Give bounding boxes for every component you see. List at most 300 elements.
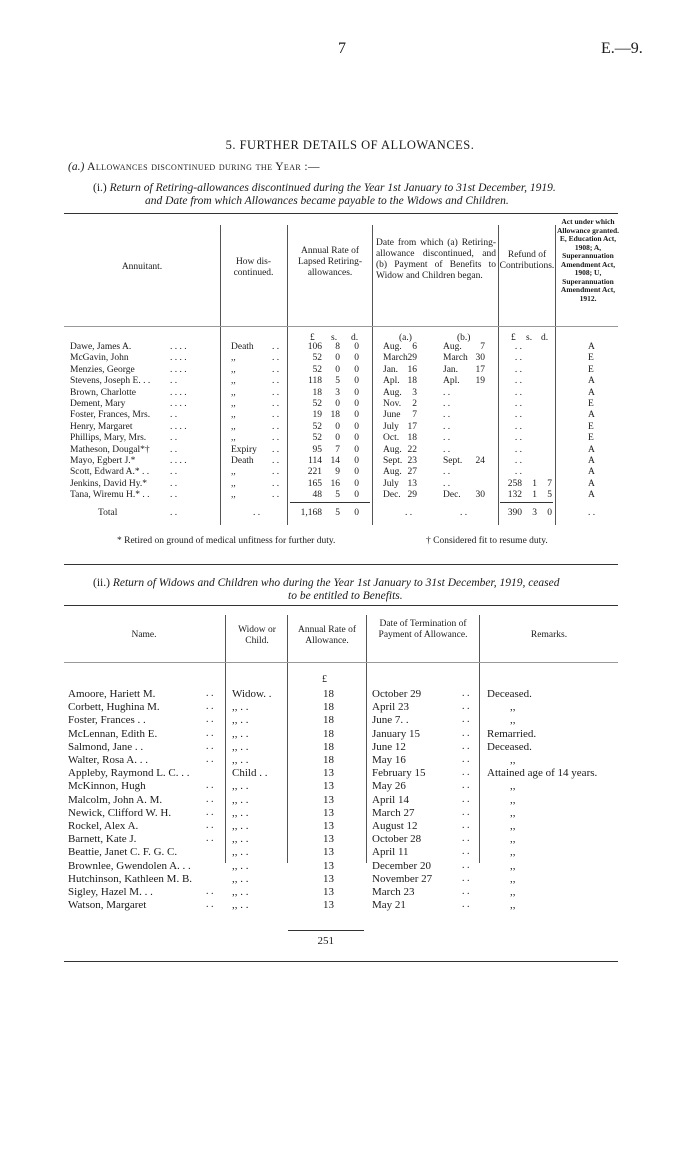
table1-divider bbox=[287, 225, 288, 525]
widow-or-child: ,, . . bbox=[232, 727, 249, 740]
how-discontinued: ,, bbox=[231, 353, 236, 364]
how-discontinued: Expiry bbox=[231, 444, 257, 455]
widow-or-child: ,, . . bbox=[232, 859, 249, 872]
date-b-month: Apl. bbox=[443, 376, 460, 387]
subsection-heading bbox=[68, 161, 320, 173]
leader-dots: . . bbox=[405, 508, 413, 518]
table2-caption bbox=[93, 577, 653, 603]
rate-pounds: 52 bbox=[312, 399, 322, 409]
subheader-refund-pence: d. bbox=[541, 333, 549, 343]
widow-child-name: McKinnon, Hugh bbox=[68, 780, 146, 793]
leader-dots: . . bbox=[272, 467, 280, 478]
remarks: ,, bbox=[510, 859, 516, 872]
date-b-month: . . bbox=[443, 421, 451, 432]
widow-child-name: Barnett, Kate J. bbox=[68, 833, 137, 846]
how-discontinued: ,, bbox=[231, 364, 236, 375]
remarks: Attained age of 14 years. bbox=[487, 767, 598, 780]
date-a-day: 13 bbox=[407, 478, 417, 489]
termination-date: December 20 bbox=[372, 859, 431, 872]
refund-pounds: 132 bbox=[507, 490, 522, 501]
leader-dots: . . bbox=[462, 780, 470, 792]
rate-pounds: 52 bbox=[312, 421, 322, 432]
rate-pence: 0 bbox=[354, 467, 359, 478]
refund-shillings: 1 bbox=[532, 478, 537, 489]
rate-pounds: 95 bbox=[312, 444, 322, 455]
how-discontinued: ,, bbox=[231, 376, 236, 387]
col-header-annual-rate: Annual Rate of Lapsed Retiring-allowances. bbox=[297, 246, 363, 278]
leader-dots: . . bbox=[462, 806, 470, 818]
date-b-month: . . bbox=[443, 444, 451, 455]
date-a-day: 29 bbox=[407, 490, 417, 501]
table1-divider bbox=[372, 225, 373, 525]
date-a-month: Jan. bbox=[383, 364, 399, 375]
leader-dots: . . . . bbox=[170, 387, 187, 398]
refund-pounds: 258 bbox=[507, 478, 522, 489]
widow-or-child: ,, . . bbox=[232, 701, 249, 714]
date-a-day: 18 bbox=[407, 376, 417, 387]
leader-dots: . . bbox=[272, 490, 280, 501]
rate-pence: 0 bbox=[354, 376, 359, 387]
section-separator bbox=[64, 564, 618, 565]
leader-dots: . . bbox=[206, 886, 214, 897]
widow-or-child: ,, . . bbox=[232, 820, 249, 832]
subheader-refund-shillings: s. bbox=[526, 333, 533, 343]
widow-or-child: ,, . . bbox=[232, 780, 249, 793]
termination-date: April 23 bbox=[372, 701, 409, 714]
total-pounds: 1,168 bbox=[300, 508, 322, 518]
date-b-day: 30 bbox=[475, 353, 485, 364]
subheader-pence: d. bbox=[351, 333, 359, 343]
widow-child-name: Walter, Rosa A. . . bbox=[68, 754, 148, 766]
leader-dots: . . bbox=[206, 780, 214, 792]
rate-pounds: 19 bbox=[312, 410, 322, 421]
rate-pence: 0 bbox=[354, 456, 359, 466]
leader-dots: . . . . bbox=[170, 421, 187, 432]
leader-dots: . . bbox=[206, 714, 214, 726]
total-refund-pence: 0 bbox=[547, 508, 552, 518]
rate-shillings: 0 bbox=[335, 433, 340, 444]
leader-dots: . . bbox=[206, 740, 214, 752]
date-b-month: Jan. bbox=[443, 364, 459, 375]
widow-child-name: Appleby, Raymond L. C. . . bbox=[68, 767, 190, 780]
annuitant-name: Henry, Margaret bbox=[70, 421, 133, 432]
rate-shillings: 7 bbox=[335, 444, 340, 455]
act-code: E bbox=[588, 364, 594, 375]
date-a-day: 16 bbox=[407, 364, 417, 375]
date-a-month: Aug. bbox=[383, 444, 402, 455]
date-a-month: Aug. bbox=[383, 387, 402, 398]
table1-total-rule bbox=[290, 502, 370, 503]
leader-dots: . . bbox=[206, 793, 214, 805]
refund-pounds: . . bbox=[514, 433, 522, 444]
table2-divider bbox=[287, 615, 288, 863]
how-discontinued: ,, bbox=[231, 399, 236, 409]
rate-pounds: 165 bbox=[307, 478, 322, 489]
leader-dots: . . bbox=[272, 353, 280, 364]
annual-rate: 18 bbox=[323, 754, 334, 766]
leader-dots: . . bbox=[170, 478, 178, 489]
col-header-annuitant: Annuitant. bbox=[121, 262, 163, 272]
act-code: A bbox=[588, 456, 595, 466]
date-a-day: 2 bbox=[412, 399, 417, 409]
widow-child-name: Salmond, Jane . . bbox=[68, 740, 144, 753]
remarks: ,, bbox=[510, 793, 516, 806]
annuitant-name: Scott, Edward A.* . . bbox=[70, 467, 150, 478]
date-a-month: Nov. bbox=[383, 399, 402, 409]
date-b-month: March bbox=[443, 353, 468, 364]
leader-dots: . . bbox=[253, 508, 261, 518]
rate-shillings: 14 bbox=[330, 456, 340, 466]
annuitant-name: Phillips, Mary, Mrs. bbox=[70, 433, 147, 444]
rate-pence: 0 bbox=[354, 478, 359, 489]
date-a-day: 18 bbox=[407, 433, 417, 444]
leader-dots: . . bbox=[272, 364, 280, 375]
leader-dots: . . bbox=[206, 754, 214, 765]
date-b-month: . . bbox=[443, 478, 451, 489]
leader-dots: . . bbox=[170, 490, 178, 501]
how-discontinued: Death bbox=[231, 342, 254, 352]
col-header-widow-or-child: Widow or Child. bbox=[238, 625, 276, 646]
leader-dots: . . bbox=[206, 806, 214, 818]
subheader-refund-pounds: £ bbox=[511, 333, 516, 343]
termination-date: February 15 bbox=[372, 767, 426, 780]
how-discontinued: ,, bbox=[231, 490, 236, 501]
refund-pounds: . . bbox=[514, 410, 522, 421]
table1-caption-line2: and Date from which Allowances became payable to the Widows and Children. bbox=[145, 195, 509, 207]
subheader-shillings: s. bbox=[331, 333, 338, 343]
rate-pounds: 52 bbox=[312, 364, 322, 375]
footnote-star: * Retired on ground of medical unfitness for further duty. bbox=[117, 536, 336, 546]
widow-or-child: ,, . . bbox=[232, 846, 249, 859]
page-number: 7 bbox=[338, 40, 346, 57]
how-discontinued: ,, bbox=[231, 387, 236, 398]
subheader-pounds: £ bbox=[322, 674, 327, 685]
annual-rate: 13 bbox=[323, 833, 334, 846]
leader-dots: . . . . bbox=[170, 353, 187, 364]
leader-dots: . . bbox=[462, 859, 470, 871]
remarks: ,, bbox=[510, 833, 516, 846]
total-shillings: 5 bbox=[335, 508, 340, 518]
refund-pounds: . . bbox=[514, 421, 522, 432]
act-code: E bbox=[588, 421, 594, 432]
subheader-pounds: £ bbox=[310, 333, 315, 343]
widow-or-child: ,, . . bbox=[232, 899, 249, 912]
table1-divider bbox=[220, 225, 221, 525]
leader-dots: . . bbox=[206, 688, 214, 699]
table2-caption-line2: to be entitled to Benefits. bbox=[288, 590, 403, 602]
annual-rate: 18 bbox=[323, 714, 334, 727]
date-a-day: 23 bbox=[407, 456, 417, 466]
remarks: ,, bbox=[510, 714, 516, 727]
leader-dots: . . bbox=[272, 410, 280, 421]
col-header-annual-rate-allowance: Annual Rate of Allowance. bbox=[297, 625, 357, 646]
col-header-date-termination: Date of Termination of Payment of Allowance. bbox=[378, 619, 468, 640]
widow-child-name: Corbett, Hughina M. bbox=[68, 701, 160, 714]
leader-dots: . . bbox=[462, 740, 470, 752]
refund-pounds: . . bbox=[514, 399, 522, 409]
subheader-b: (b.) bbox=[457, 333, 471, 343]
widow-child-name: Malcolm, John A. M. bbox=[68, 793, 163, 806]
rate-shillings: 5 bbox=[335, 376, 340, 387]
remarks: ,, bbox=[510, 846, 516, 859]
refund-pence: 5 bbox=[547, 490, 552, 501]
how-discontinued: ,, bbox=[231, 467, 236, 478]
widow-child-name: McLennan, Edith E. bbox=[68, 727, 158, 740]
remarks: Deceased. bbox=[487, 740, 532, 753]
annual-rate: 18 bbox=[323, 688, 334, 700]
date-b-day: 24 bbox=[475, 456, 485, 466]
termination-date: April 14 bbox=[372, 793, 409, 806]
termination-date: November 27 bbox=[372, 872, 433, 885]
widow-or-child: ,, . . bbox=[232, 806, 249, 819]
annuitant-name: Jenkins, David Hy.* bbox=[70, 478, 147, 489]
leader-dots: . . bbox=[272, 399, 280, 409]
rate-pounds: 18 bbox=[312, 387, 322, 398]
leader-dots: . . bbox=[170, 444, 178, 455]
leader-dots: . . bbox=[170, 433, 178, 444]
rate-pence: 0 bbox=[354, 410, 359, 421]
widow-child-name: Foster, Frances . . bbox=[68, 714, 146, 727]
act-code: E bbox=[588, 433, 594, 444]
act-code: A bbox=[588, 376, 595, 387]
leader-dots: . . bbox=[588, 508, 596, 518]
rate-pence: 0 bbox=[354, 364, 359, 375]
table2-caption-line1: Return of Widows and Children who during the Year 1st January to 31st December, 1919, ceased bbox=[112, 577, 560, 589]
rate-shillings: 18 bbox=[330, 410, 340, 421]
col-header-remarks: Remarks. bbox=[530, 630, 568, 640]
annuitant-name: Foster, Frances, Mrs. bbox=[70, 410, 151, 421]
total-pence: 0 bbox=[354, 508, 359, 518]
act-code: A bbox=[588, 444, 595, 455]
leader-dots: . . bbox=[206, 727, 214, 739]
leader-dots: . . bbox=[462, 767, 470, 779]
leader-dots: . . bbox=[206, 899, 214, 911]
rate-shillings: 5 bbox=[335, 490, 340, 501]
page-bottom-rule bbox=[64, 961, 618, 962]
table1-total-rule bbox=[500, 502, 553, 503]
subsection-title: Allowances discontinued during the Year :— bbox=[87, 161, 320, 173]
date-b-day: 17 bbox=[475, 364, 485, 375]
leader-dots: . . bbox=[272, 342, 280, 352]
leader-dots: . . bbox=[462, 886, 470, 897]
date-a-day: 27 bbox=[407, 467, 417, 478]
annuitant-name: Dement, Mary bbox=[70, 399, 126, 409]
widow-child-name: Beattie, Janet C. F. G. C. bbox=[68, 846, 178, 859]
date-b-month: Sept. bbox=[443, 456, 463, 466]
termination-date: April 11 bbox=[372, 846, 409, 859]
leader-dots: . . . . bbox=[170, 342, 187, 352]
annual-rate: 18 bbox=[323, 701, 334, 714]
termination-date: June 12 bbox=[372, 740, 406, 753]
col-header-name: Name. bbox=[131, 630, 157, 640]
annuitant-name: Matheson, Dougal*† bbox=[70, 444, 150, 455]
widow-child-name: Watson, Margaret bbox=[68, 899, 147, 912]
widow-or-child: Child . . bbox=[232, 767, 268, 780]
refund-pence: 7 bbox=[547, 478, 552, 489]
rate-pence: 0 bbox=[354, 399, 359, 409]
leader-dots: . . . . bbox=[170, 364, 187, 375]
widow-or-child: ,, . . bbox=[232, 886, 249, 898]
remarks: ,, bbox=[510, 820, 516, 832]
annual-rate: 13 bbox=[323, 767, 334, 780]
act-code: A bbox=[588, 410, 595, 421]
annual-rate: 13 bbox=[323, 846, 334, 859]
how-discontinued: ,, bbox=[231, 421, 236, 432]
termination-date: August 12 bbox=[372, 820, 418, 832]
date-b-day: 19 bbox=[475, 376, 485, 387]
termination-date: October 29 bbox=[372, 688, 422, 700]
widow-child-name: Newick, Clifford W. H. bbox=[68, 806, 172, 819]
termination-date: May 16 bbox=[372, 754, 406, 766]
date-a-month: March bbox=[383, 353, 408, 364]
annuitant-name: Menzies, George bbox=[70, 364, 135, 375]
annuitant-name: Tana, Wiremu H.* . . bbox=[70, 490, 150, 501]
date-a-month: Oct. bbox=[383, 433, 400, 444]
how-discontinued: ,, bbox=[231, 433, 236, 444]
rate-pounds: 221 bbox=[307, 467, 322, 478]
annuitant-name: Brown, Charlotte bbox=[70, 387, 136, 398]
rate-pounds: 52 bbox=[312, 433, 322, 444]
leader-dots: . . bbox=[206, 701, 214, 713]
refund-pounds: . . bbox=[514, 364, 522, 375]
total-label: Total bbox=[98, 508, 118, 518]
leader-dots: . . bbox=[170, 410, 178, 421]
annuitant-name: Stevens, Joseph E. . . bbox=[70, 376, 151, 387]
date-a-month: July bbox=[383, 478, 399, 489]
date-a-month: Aug. bbox=[383, 342, 402, 352]
col-header-act: Act under which Allowance granted. E, Education Act, 1908; A, Superannuation Amendment Act, 1908; U, Superannuation Amendment Act, 1912. bbox=[556, 217, 620, 303]
rate-pounds: 118 bbox=[308, 376, 322, 387]
act-code: A bbox=[588, 342, 595, 352]
leader-dots: . . bbox=[272, 387, 280, 398]
act-code: E bbox=[588, 399, 594, 409]
widow-or-child: Widow. . bbox=[232, 688, 272, 700]
how-discontinued: ,, bbox=[231, 410, 236, 421]
annual-rate: 13 bbox=[323, 872, 334, 885]
date-a-month: Dec. bbox=[383, 490, 401, 501]
rate-shillings: 0 bbox=[335, 364, 340, 375]
termination-date: October 28 bbox=[372, 833, 422, 846]
date-b-month: . . bbox=[443, 399, 451, 409]
date-b-day: 30 bbox=[475, 490, 485, 501]
widow-or-child: ,, . . bbox=[232, 740, 249, 753]
leader-dots: . . bbox=[462, 754, 470, 765]
widow-or-child: ,, . . bbox=[232, 872, 249, 885]
leader-dots: . . bbox=[462, 833, 470, 845]
annual-rate: 13 bbox=[323, 859, 334, 872]
remarks: ,, bbox=[510, 886, 516, 898]
rate-shillings: 16 bbox=[330, 478, 340, 489]
footnote-dagger: † Considered fit to resume duty. bbox=[426, 536, 548, 546]
rate-pence: 0 bbox=[354, 433, 359, 444]
leader-dots: . . bbox=[206, 833, 214, 845]
date-a-day: 29 bbox=[407, 353, 417, 364]
col-header-refund: Refund of Contributions. bbox=[499, 250, 555, 271]
widow-or-child: ,, . . bbox=[232, 714, 249, 727]
date-a-month: June bbox=[383, 410, 401, 421]
table2-total: 251 bbox=[317, 935, 334, 947]
termination-date: March 23 bbox=[372, 886, 415, 898]
rate-pence: 0 bbox=[354, 387, 359, 398]
leader-dots: . . bbox=[272, 456, 280, 466]
annuitant-name: Dawe, James A. bbox=[70, 342, 132, 352]
subheader-a: (a.) bbox=[399, 333, 412, 343]
refund-pounds: . . bbox=[514, 444, 522, 455]
leader-dots: . . bbox=[460, 508, 468, 518]
rate-shillings: 0 bbox=[335, 353, 340, 364]
leader-dots: . . bbox=[462, 714, 470, 726]
refund-pounds: . . bbox=[514, 342, 522, 352]
widow-child-name: Sigley, Hazel M. . . bbox=[68, 886, 153, 898]
annual-rate: 13 bbox=[323, 886, 334, 898]
remarks: Remarried. bbox=[487, 727, 537, 740]
table1-top-rule bbox=[64, 213, 618, 214]
table1-caption-line1: Return of Retiring-allowances discontinued during the Year 1st January to 31st December, 1919. bbox=[109, 182, 556, 194]
refund-pounds: . . bbox=[514, 387, 522, 398]
leader-dots: . . bbox=[272, 433, 280, 444]
widow-or-child: ,, . . bbox=[232, 754, 249, 766]
refund-pounds: . . bbox=[514, 456, 522, 466]
rate-shillings: 0 bbox=[335, 399, 340, 409]
rate-pence: 0 bbox=[354, 342, 359, 352]
act-code: A bbox=[588, 478, 595, 489]
date-b-month: Aug. bbox=[443, 342, 462, 352]
termination-date: May 21 bbox=[372, 899, 406, 912]
rate-pence: 0 bbox=[354, 490, 359, 501]
annuitant-name: McGavin, John bbox=[70, 353, 129, 364]
col-header-date: Date from which (a) Retiring-allowance discontinued, and (b) Payment of Benefits to Widow and Children began. bbox=[376, 238, 496, 281]
refund-pounds: . . bbox=[514, 353, 522, 364]
widow-child-name: Hutchinson, Kathleen M. B. bbox=[68, 872, 193, 885]
refund-pounds: . . bbox=[514, 467, 522, 478]
leader-dots: . . bbox=[462, 820, 470, 831]
remarks: ,, bbox=[510, 701, 516, 714]
annual-rate: 13 bbox=[323, 820, 334, 832]
leader-dots: . . bbox=[462, 727, 470, 739]
leader-dots: . . bbox=[272, 478, 280, 489]
termination-date: March 27 bbox=[372, 806, 415, 819]
section-title: 5. FURTHER DETAILS OF ALLOWANCES. bbox=[225, 138, 475, 152]
leader-dots: . . bbox=[462, 846, 470, 858]
termination-date: June 7. . bbox=[372, 714, 409, 727]
date-a-day: 7 bbox=[412, 410, 417, 421]
leader-dots: . . bbox=[272, 444, 280, 455]
leader-dots: . . bbox=[462, 688, 470, 699]
date-a-day: 17 bbox=[407, 421, 417, 432]
annual-rate: 13 bbox=[323, 899, 334, 912]
termination-date: January 15 bbox=[372, 727, 420, 740]
widow-or-child: ,, . . bbox=[232, 833, 249, 846]
annuitant-name: Mayo, Egbert J.* bbox=[70, 456, 136, 466]
rate-pounds: 52 bbox=[312, 353, 322, 364]
remarks: ,, bbox=[510, 899, 516, 912]
leader-dots: . . bbox=[462, 899, 470, 911]
rate-pence: 0 bbox=[354, 353, 359, 364]
col-header-how-discontinued: How dis-continued. bbox=[233, 257, 274, 278]
date-b-month: . . bbox=[443, 387, 451, 398]
rate-shillings: 0 bbox=[335, 421, 340, 432]
widow-or-child: ,, . . bbox=[232, 793, 249, 806]
annual-rate: 13 bbox=[323, 780, 334, 793]
leader-dots: . . bbox=[462, 701, 470, 713]
table2-divider bbox=[479, 615, 480, 863]
leader-dots: . . bbox=[462, 872, 470, 884]
remarks: ,, bbox=[510, 780, 516, 793]
leader-dots: . . bbox=[170, 467, 178, 478]
table2-divider bbox=[225, 615, 226, 863]
widow-child-name: Rockel, Alex A. bbox=[68, 820, 139, 832]
remarks: ,, bbox=[510, 872, 516, 885]
